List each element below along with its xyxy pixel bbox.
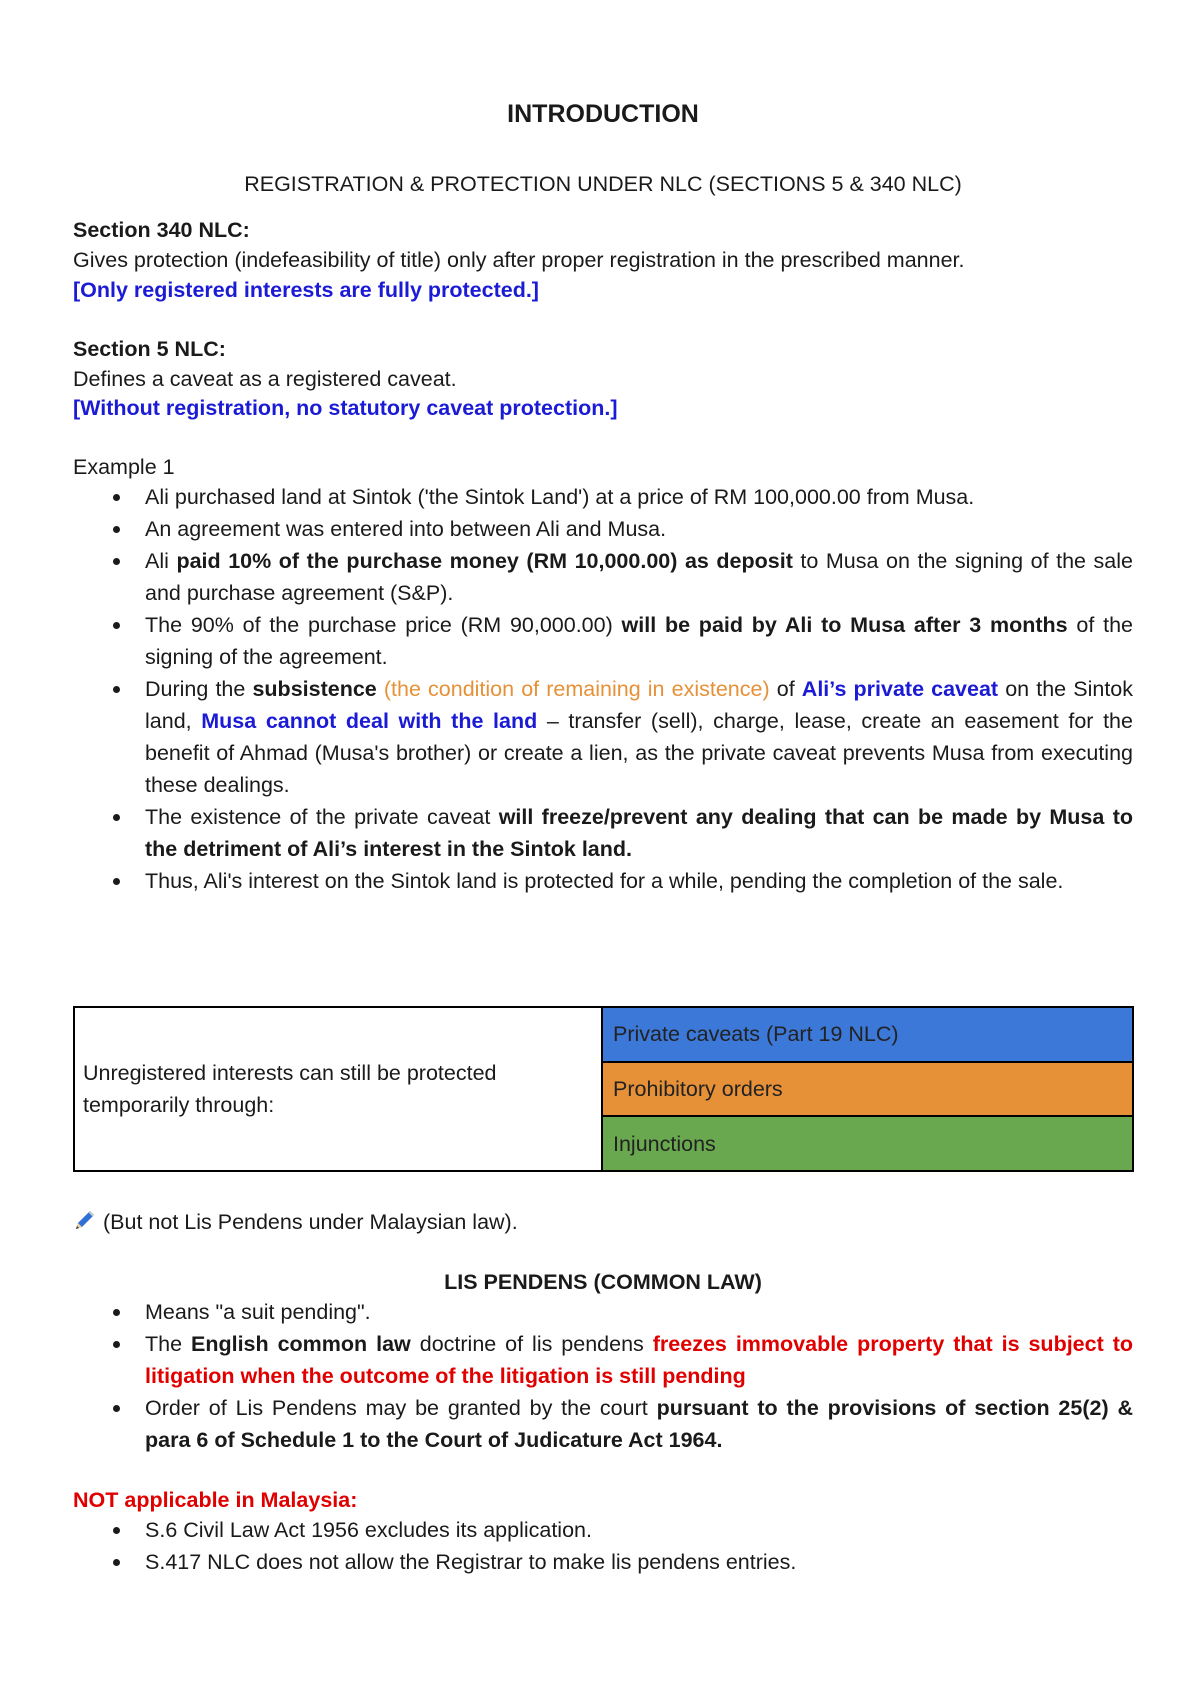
page-subtitle: REGISTRATION & PROTECTION UNDER NLC (SECTIONS 5 & 340 NLC) <box>244 172 962 196</box>
table-cell-private-caveats: Private caveats (Part 19 NLC) <box>602 1007 1133 1062</box>
list-item-text: Order of Lis Pendens may be granted by the court <box>145 1396 657 1420</box>
list-item <box>73 1296 1133 1328</box>
page-title: INTRODUCTION <box>507 100 699 128</box>
note-text: (But not Lis Pendens under Malaysian law). <box>103 1210 518 1234</box>
list-item-text: An agreement was entered into between Ali and Musa. <box>145 517 667 541</box>
list-item-highlight: freezes immovable property that is subject to litigation when the outcome of the litigation is still pending <box>145 1332 1133 1388</box>
list-item <box>73 673 1133 801</box>
list-item-emphasis: paid 10% of the purchase money (RM 10,000.00) as deposit <box>176 549 793 573</box>
list-item-emphasis: pursuant to the provisions of section 25(2) & para 6 of Schedule 1 to the Court of Judicature Act 1964. <box>145 1396 1133 1452</box>
list-item-text: Means "a suit pending". <box>145 1300 371 1324</box>
list-item-text: Ali <box>145 549 177 573</box>
list-item <box>73 1328 1133 1392</box>
table-row <box>74 1007 1133 1062</box>
list-item-text: to Musa on the signing of the sale and purchase agreement (S&P). <box>145 549 1133 605</box>
list-item-text: on the Sintok land, <box>145 677 1133 733</box>
list-item-text: of <box>769 677 802 701</box>
list-item-text: The 90% of the purchase price (RM 90,000.00) <box>145 613 622 637</box>
list-item <box>73 1392 1133 1456</box>
lis-pendens-heading: LIS PENDENS (COMMON LAW) <box>444 1270 762 1294</box>
list-item-text: S.6 Civil Law Act 1956 excludes its application. <box>145 1518 592 1542</box>
lis-pendens-list <box>73 1296 1133 1456</box>
list-item <box>73 545 1133 609</box>
list-item-emphasis: English common law <box>191 1332 411 1356</box>
list-item-highlight: Musa cannot deal with the land <box>201 709 538 733</box>
section-5-heading: Section 5 NLC: <box>73 337 226 361</box>
list-item <box>73 513 1133 545</box>
protection-table <box>73 1006 1134 1172</box>
list-item <box>73 1546 1133 1578</box>
list-item <box>73 801 1133 865</box>
list-item-emphasis: will freeze/prevent any dealing that can be made by Musa to the detriment of Ali’s interest in the Sintok land. <box>145 805 1133 861</box>
list-item-text: During the <box>145 677 253 701</box>
list-item-text: – transfer (sell), charge, lease, create an easement for the benefit of Ahmad (Musa's brother) or create a lien, as the private caveat prevents Musa from executing these dealings. <box>145 709 1133 797</box>
list-item-text: of the signing of the agreement. <box>145 613 1133 669</box>
list-item-text: The existence of the private caveat <box>145 805 499 829</box>
example-label: Example 1 <box>73 455 175 479</box>
list-item-text: Thus, Ali's interest on the Sintok land is protected for a while, pending the completion of the sale. <box>145 869 1064 893</box>
list-item-text: The <box>145 1332 191 1356</box>
not-applicable-heading: NOT applicable in Malaysia: <box>73 1488 358 1512</box>
section-5-text: Defines a caveat as a registered caveat. <box>73 367 457 391</box>
list-item-text: Ali purchased land at Sintok ('the Sintok Land') at a price of RM 100,000.00 from Musa. <box>145 485 975 509</box>
section-340-note: [Only registered interests are fully protected.] <box>73 278 539 302</box>
list-item-emphasis: will be paid by Ali to Musa after 3 months <box>621 613 1068 637</box>
pencil-icon <box>73 1208 97 1241</box>
table-left-cell: Unregistered interests can still be protected temporarily through: <box>74 1007 602 1171</box>
list-item-text: S.417 NLC does not allow the Registrar to make lis pendens entries. <box>145 1550 797 1574</box>
list-item-text: doctrine of lis pendens <box>410 1332 653 1356</box>
table-cell-injunctions: Injunctions <box>602 1116 1133 1171</box>
list-item <box>73 1514 1133 1546</box>
list-item <box>73 865 1133 897</box>
not-applicable-list <box>73 1514 1133 1578</box>
section-5-note: [Without registration, no statutory caveat protection.] <box>73 396 618 420</box>
section-340-heading: Section 340 NLC: <box>73 218 250 242</box>
list-item <box>73 609 1133 673</box>
table-cell-prohibitory-orders: Prohibitory orders <box>602 1062 1133 1117</box>
list-item <box>73 481 1133 513</box>
section-340-text: Gives protection (indefeasibility of title) only after proper registration in the prescribed manner. <box>73 248 965 272</box>
list-item-emphasis: subsistence <box>252 677 377 701</box>
note-line <box>73 1206 1133 1241</box>
list-item-definition: (the condition of remaining in existence) <box>376 677 770 701</box>
list-item-highlight: Ali’s private caveat <box>801 677 999 701</box>
example-list <box>73 481 1133 897</box>
